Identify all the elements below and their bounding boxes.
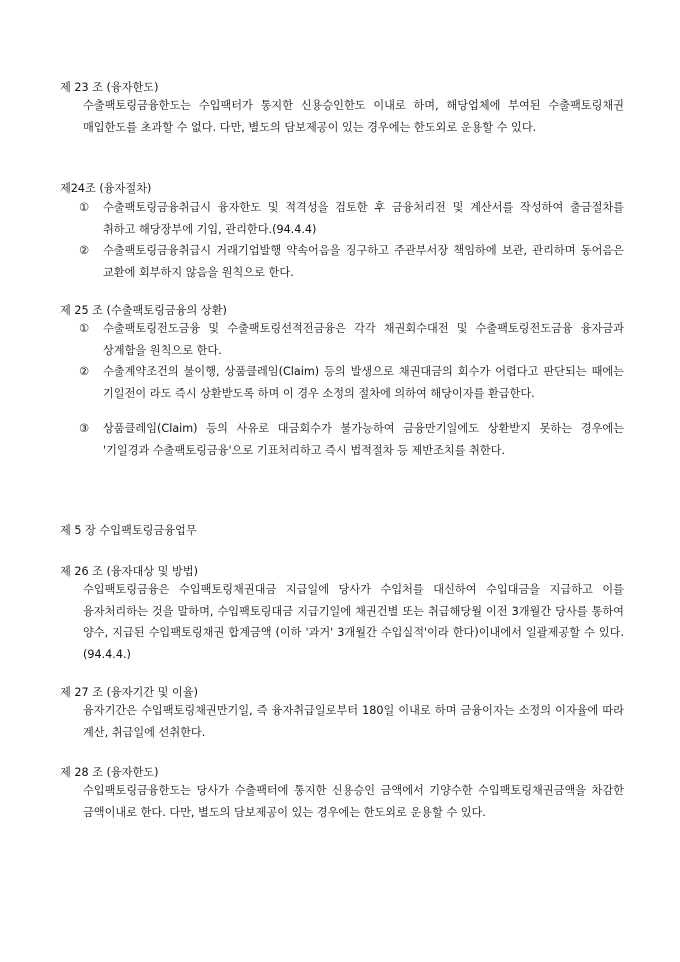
item-number: ③ [79, 422, 90, 435]
item-number: ② [79, 244, 90, 257]
item-text: 수출팩토링금융취급시 거래기업발행 약속어음을 징구하고 주관부서장 책임하에 보관, 관리하며 동어음은 교환에 회부하지 않음을 원칙으로 한다. [103, 244, 624, 279]
item-text: 수출팩토링전도금융 및 수출팩토링선적전금융은 각각 채권회수대전 및 수출팩토링전도금융 융자금과 상계함을 원칙으로 한다. [103, 322, 624, 357]
chapter-5-title: 제 5 장 수입팩토링금융업무 [60, 524, 197, 537]
article-28-title: 제 28 조 (융자한도) [60, 766, 159, 779]
article-27-body: 융자기간은 수입팩토링채권만기일, 즉 융자취급일로부터 180일 이내로 하며 금융이자는 소정의 이자율에 따라 계산, 취급일에 선취한다. [83, 704, 624, 739]
article-23-title: 제 23 조 (융자한도) [60, 81, 159, 94]
item-number: ② [79, 365, 90, 378]
article-23-body: 수출팩토링금융한도는 수입팩터가 통지한 신용승인한도 이내로 하며, 해당업체에 부여된 수출팩토링채권 매입한도를 초과할 수 없다. 다만, 별도의 담보제공이 있는 경우에는 한도외로 운용할 수 있다. [83, 99, 624, 134]
item-text: 수출계약조건의 불이행, 상품클레임(Claim) 등의 발생으로 채권대금의 회수가 어렵다고 판단되는 때에는 기일전이 라도 즉시 상환받도록 하며 이 경우 소정의 절차에 의하여 해당이자를 환급한다. [103, 365, 624, 400]
article-24-item-1 [79, 197, 624, 240]
article-26-body: 수입팩토링금융은 수입팩토링채권대금 지급일에 당사가 수입처를 대신하여 수입대금을 지급하고 이를 융자처리하는 것을 말하며, 수입팩토링대금 지급기일에 채권건별 또는 취급해당월 이전 3개월간 당사를 통하여 양수, 지급된 수입팩토링채권 합계금액 (이하 '과거' 3개월간 수입실적'이라 한다)이내에서 일괄제공할 수 있다.(94.4.4.) [83, 583, 624, 661]
article-25-item-2 [79, 361, 624, 404]
item-number: ① [79, 322, 90, 335]
article-24-item-2 [79, 240, 624, 283]
article-26-title: 제 26 조 (융자대상 및 방법) [60, 565, 199, 578]
article-24-title: 제24조 (융자절차) [60, 182, 152, 195]
item-text: 상품클레임(Claim) 등의 사유로 대금회수가 불가능하여 금융만기일에도 상환받지 못하는 경우에는 '기일경과 수출팩토링금융'으로 기표처리하고 즉시 법적절차 등 제반조치를 취한다. [103, 422, 624, 457]
article-25-item-3 [79, 418, 624, 461]
article-27-title: 제 27 조 (융자기간 및 이율) [60, 686, 199, 699]
item-text: 수출팩토링금융취급시 융자한도 및 적격성을 검토한 후 금융처리전 및 계산서를 작성하여 출금절차를 취하고 해당장부에 기입, 관리한다.(94.4.4) [103, 201, 624, 236]
article-28-body: 수입팩토링금융한도는 당사가 수출팩터에 통지한 신용승인 금액에서 기양수한 수입팩토링채권금액을 차감한 금액이내로 한다. 다만, 별도의 담보제공이 있는 경우에는 한도외로 운용할 수 있다. [83, 784, 624, 819]
item-number: ① [79, 201, 90, 214]
article-25-title: 제 25 조 (수출팩토링금융의 상환) [60, 304, 227, 317]
article-25-item-1 [79, 318, 624, 361]
